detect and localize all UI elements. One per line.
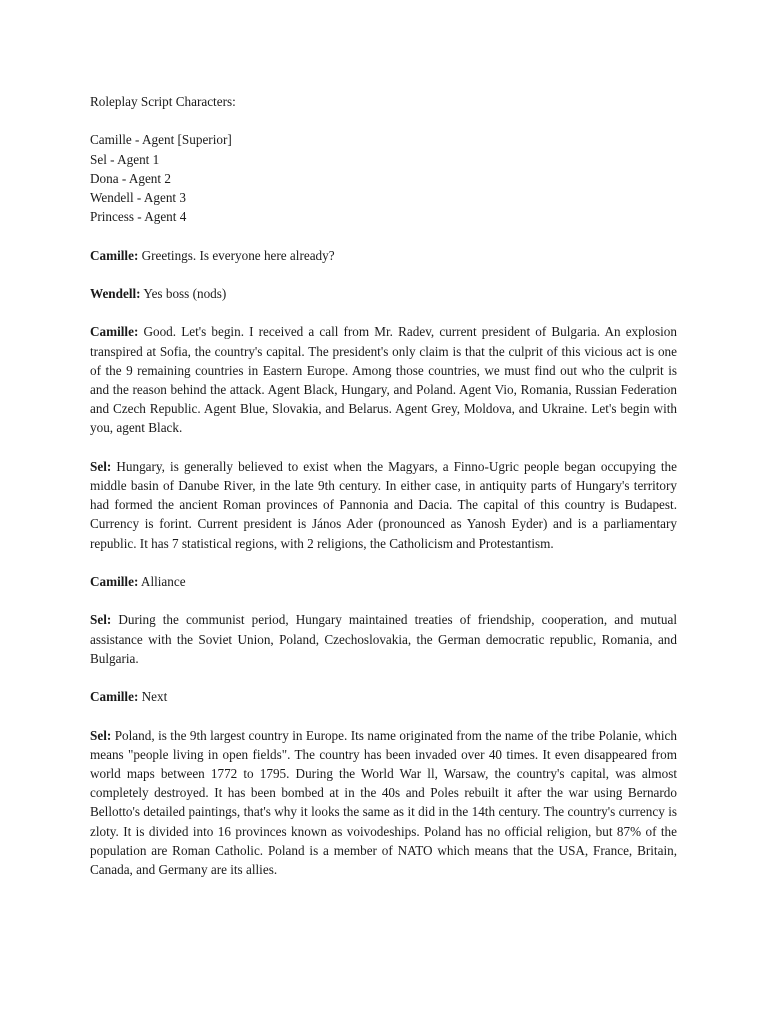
dialogue-paragraph [90,726,677,880]
speaker-name: Sel: [90,612,112,628]
speaker-name: Wendell: [90,285,141,301]
dialogue-paragraph [90,457,677,553]
dialogue-text: Next [141,689,168,705]
character-line: Dona - Agent 2 [90,170,171,186]
character-line: Princess - Agent 4 [90,209,187,225]
dialogue-text: Poland, is the 9th largest country in Europe. Its name originated from the name of the tribe Polanie, which means "people living in open fields". The country has been invaded over 40 times. It even disappeared from world maps between 1772 to 1795. During the World War ll, Warsaw, the country's capital, was almost completely destroyed. It has been bombed at in the 40s and Poles rebuilt it after the war using Bernardo Bellotto's detailed paintings, that's why it looks the same as it did in the 14th century. The country's currency is zloty. It is divided into 16 provinces known as voivodeships. Poland has no official religion, but 87% of the population are Roman Catholic. Poland is a member of NATO which means that the USA, France, Britain, Canada, and Germany are its allies. [90,727,678,877]
speaker-name: Sel: [90,458,112,474]
dialogue-paragraph [90,610,677,668]
speaker-name: Camille: [90,689,139,705]
dialogue-text: Hungary, is generally believed to exist when the Magyars, a Finno-Ugric people began occupying the middle basin of Danube River, in the late 9th century. In either case, in antiquity parts of Hungary's territory had formed the ancient Roman provinces of Pannonia and Dacia. The capital of this country is Budapest. Currency is forint. Current president is János Ader (pronounced as Yanosh Eyder) and is a parliamentary republic. It has 7 statistical regions, with 2 religions, the Catholicism and Protestantism. [90,458,677,551]
dialogue-text: Good. Let's begin. I received a call from Mr. Radev, current president of Bulgaria. An explosion transpired at Sofia, the country's capital. The president's only claim is that the culprit of this vicious act is one of the 9 remaining countries in Eastern Europe. Among those countries, we must find out who the culprit is and the reason behind the attack. Agent Black, Hungary, and Poland. Agent Vio, Romania, Russian Federation and Czech Republic. Agent Blue, Slovakia, and Belarus. Agent Grey, Moldova, and Ukraine. Let's begin with you, agent Black. [90,324,677,436]
speaker-name: Camille: [90,324,139,340]
dialogue-text: During the communist period, Hungary maintained treaties of friendship, cooperation, and mutual assistance with the Soviet Union, Poland, Czechoslovakia, the German democratic republic, Romania, and Bulgaria. [90,612,678,666]
script-heading: Roleplay Script Characters: [90,94,236,109]
dialogue-paragraph [90,572,677,591]
dialogue-paragraph [90,246,677,265]
character-line: Camille - Agent [Superior] [90,132,232,148]
dialogue-paragraph [90,284,677,303]
dialogue-text: Greetings. Is everyone here already? [141,247,335,263]
character-line: Wendell - Agent 3 [90,190,186,205]
speaker-name: Sel: [90,727,112,743]
speaker-name: Camille: [90,573,139,589]
document-page [90,92,677,898]
dialogue-text: Alliance [140,573,186,589]
dialogue-text: Yes boss (nods) [143,285,227,301]
speaker-name: Camille: [90,247,139,263]
dialogue-paragraph [90,322,677,437]
character-list [90,130,677,226]
character-line: Sel - Agent 1 [90,151,160,167]
dialogue-paragraph [90,687,677,706]
